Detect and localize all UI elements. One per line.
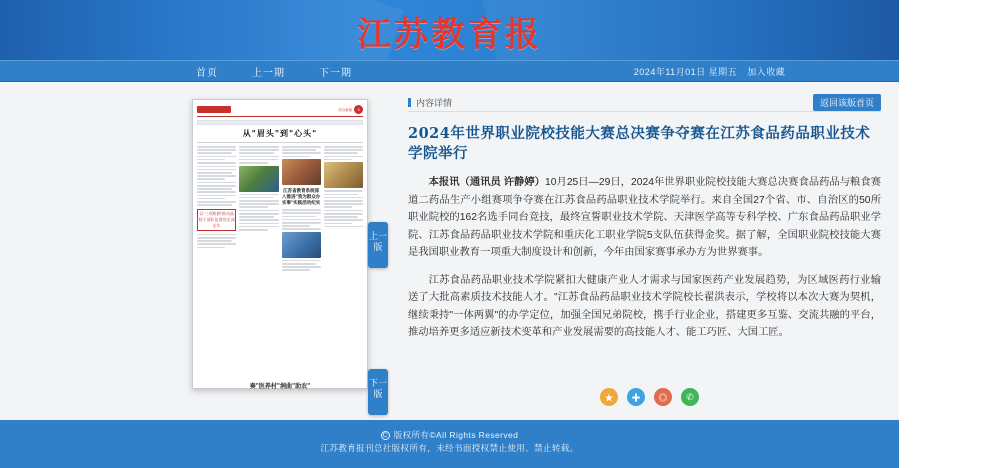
copyright-line: [0, 429, 899, 442]
text-block: [324, 146, 363, 160]
article-paragraph-1-text: 10月25日—29日，2024年世界职业院校技能大赛总决赛食品药品与粮食赛道二药品生产小组赛项争夺赛在江苏食品药品职业技术学院举行。来自全国27个省、市、自治区的50所职业院校的162名选手同台竞技，最终宣誓职业技术学院、天津医学高等专科学校、广东食品药品职业学院、江苏食品药品职业技术学院和重庆化工职业学院5支队伍获得金奖。据了解，全国职业院校技能大赛是我国职业教育一项重大制度设计和创新，今年由国家赛事承办方为世界赛事。: [408, 177, 881, 258]
text-block: [197, 146, 236, 160]
content-area: [0, 82, 899, 420]
footer-notice: 江苏教育报刊总社版权所有，未经书面授权禁止使用、禁止转载。: [320, 443, 579, 453]
back-to-issue-button[interactable]: 返回该版首页: [813, 94, 881, 111]
text-block: [282, 260, 321, 271]
share-buttons: [400, 388, 899, 406]
paper-page-marker: [338, 105, 363, 114]
article-title: 2024年世界职业院校技能大赛总决赛争夺赛在江苏食品药品职业技术学院举行: [408, 125, 871, 162]
article-body: [408, 174, 881, 342]
paper-section-label: 综合新闻: [338, 107, 352, 112]
copyright-icon: C: [382, 432, 388, 439]
text-block: [324, 190, 363, 208]
article-toolbar: [408, 94, 881, 112]
nav-item-home[interactable]: 首页: [196, 67, 218, 79]
paper-column-3: [282, 146, 321, 378]
paper-photo: [239, 166, 278, 192]
paper-bottom-headline: 奏"医养村"润曲"助农": [249, 383, 311, 390]
paper-column-4: [324, 146, 363, 378]
tab-marker-icon: [408, 98, 411, 107]
paper-masthead: [197, 104, 363, 114]
next-page-button[interactable]: 下一版: [368, 369, 388, 415]
text-block: [282, 209, 321, 230]
paper-rule-2: [197, 142, 363, 143]
paper-columns: [197, 146, 363, 378]
text-block: [197, 234, 236, 248]
site-title: 江苏教育报: [357, 15, 542, 55]
copyright-text: 版权所有©All Rights Reserved: [393, 430, 519, 440]
paper-page-number: 3: [354, 105, 363, 114]
paper-sub-headline: 江苏省教育系统深入推进"我为群众办实事"实践活动纪实: [281, 189, 321, 207]
paper-rule-top: [197, 116, 363, 117]
text-block: [324, 210, 363, 228]
article-tab: [408, 96, 452, 109]
newspaper-page-image[interactable]: [192, 99, 368, 389]
paper-headline: 从"眉头"到"心头": [242, 128, 318, 138]
nav-item-prev-issue[interactable]: 上一期: [252, 67, 285, 79]
paper-red-box: 以"三项机制"推动高校干部队伍建设走深走实: [197, 209, 236, 231]
paper-column-2: [239, 146, 278, 378]
article-pane: [400, 82, 899, 420]
text-block: [197, 182, 236, 206]
paper-logo: [197, 106, 231, 113]
nav-links: [196, 64, 352, 79]
paper-banner-strip: [197, 120, 363, 125]
main-navbar: [0, 60, 899, 82]
share-wechat-icon[interactable]: ✆: [681, 388, 699, 406]
article-paragraph-2: 江苏食品药品职业技术学院紧扣大健康产业人才需求与国家医药产业发展趋势，为区域医药行业输送了大批高素质技术技能人才。"江苏食品药品职业技术学院校长翟洪表示，学校将以本次大赛为契机，继续秉持"一体两翼"的办学定位，加强全国兄弟院校，携手行业企业，搭建更多互鉴、交流共融的平台，推动培养更多适应新技术变革和产业发展需要的高技能人才、能工巧匠、大国工匠。: [408, 274, 881, 338]
share-sina-icon[interactable]: ★: [600, 388, 618, 406]
page-footer: [0, 420, 899, 468]
newspaper-preview-pane: [0, 82, 400, 420]
add-favorite-link[interactable]: 加入收藏: [747, 66, 786, 77]
text-block: [239, 194, 278, 208]
text-block: [282, 146, 321, 157]
article-tab-label: 内容详情: [416, 98, 453, 108]
article-lead: 本报讯（通讯员 许静婷）: [428, 177, 546, 188]
paper-photo: [282, 159, 321, 185]
prev-page-button[interactable]: 上一版: [368, 222, 388, 268]
nav-meta: [520, 65, 899, 78]
nav-item-next-issue[interactable]: 下一期: [319, 67, 352, 79]
masthead: [0, 0, 899, 60]
text-block: [197, 162, 236, 180]
issue-date: 2024年11月01日 星期五: [633, 66, 738, 77]
share-qzone-icon[interactable]: ◎: [654, 388, 672, 406]
article-paragraph-1: [408, 174, 881, 262]
paper-column-1: [197, 146, 236, 378]
text-block: [239, 146, 278, 164]
paper-photo: [282, 232, 321, 258]
paper-photo: [324, 162, 363, 188]
share-tencent-icon[interactable]: ✚: [627, 388, 645, 406]
text-block: [239, 210, 278, 231]
